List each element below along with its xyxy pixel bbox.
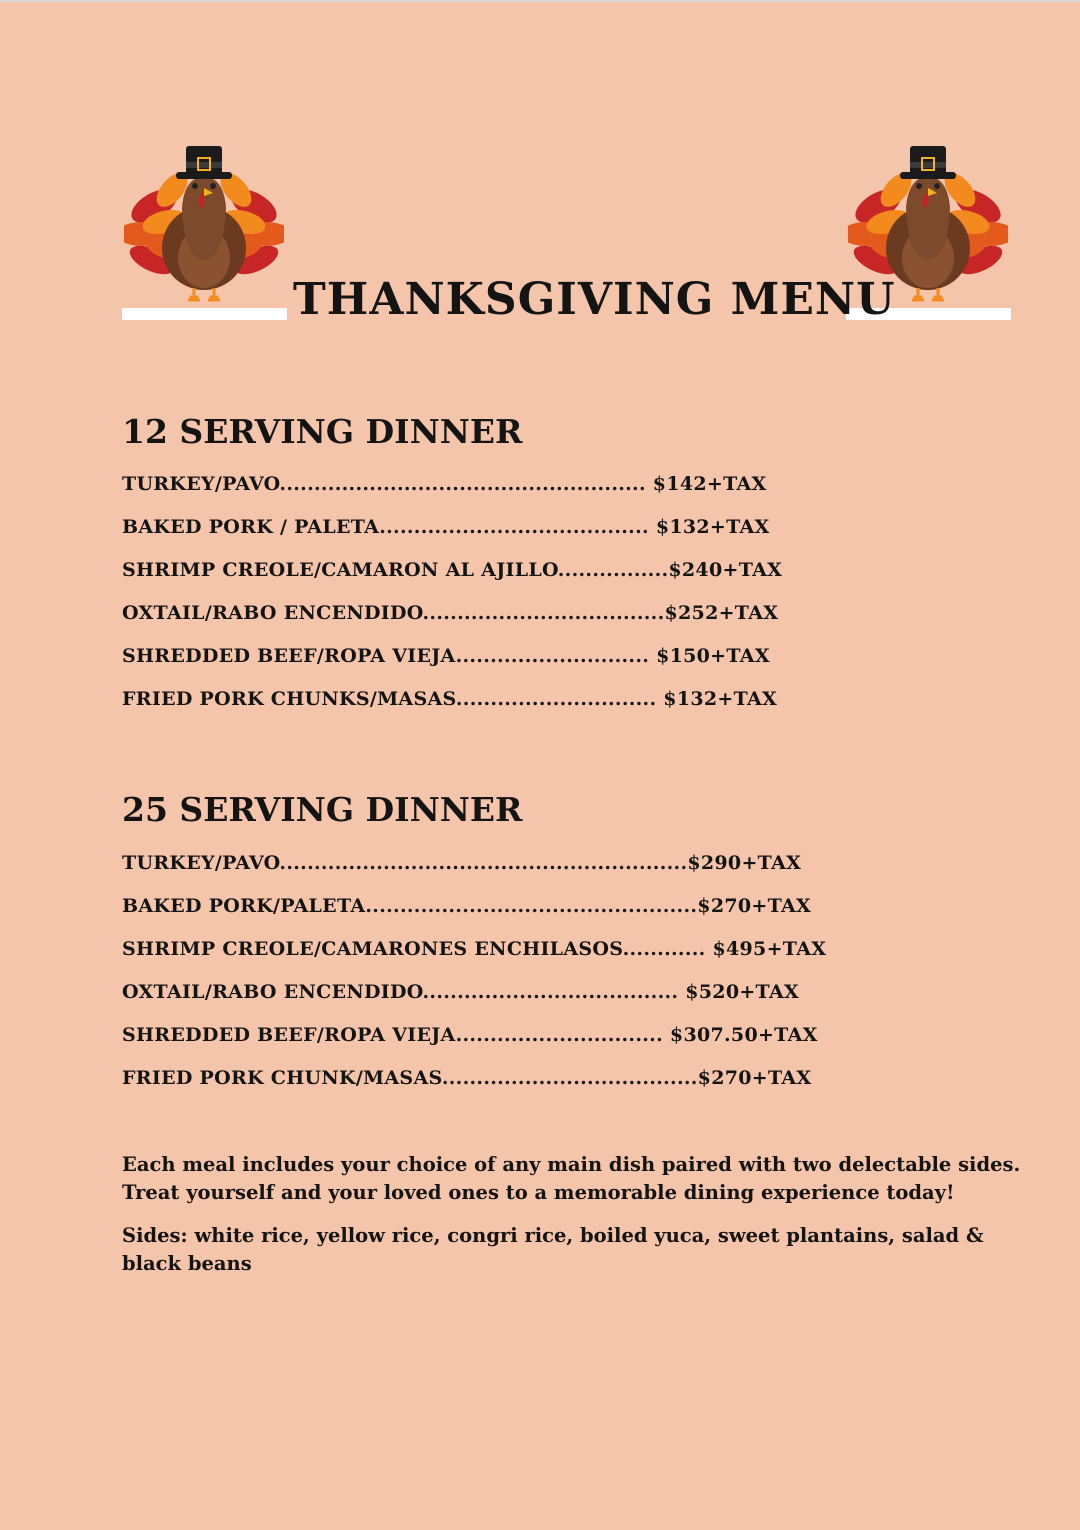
menu-item: TURKEY/PAVO..................................................... $142+TAX — [122, 473, 767, 495]
menu-item: FRIED PORK CHUNKS/MASAS............................. $132+TAX — [122, 688, 778, 710]
menu-list-25-serving — [122, 852, 826, 1110]
menu-item: OXTAIL/RABO ENCENDIDO..................................... $520+TAX — [122, 981, 800, 1003]
menu-item: BAKED PORK/PALETA................................................$270+TAX — [122, 895, 812, 917]
menu-item: SHREDDED BEEF/ROPA VIEJA.............................. $307.50+TAX — [122, 1024, 818, 1046]
sides-list: Sides: white rice, yellow rice, congri rice, boiled yuca, sweet plantains, salad & black beans — [122, 1224, 984, 1275]
menu-list-12-serving — [122, 473, 782, 731]
menu-item: FRIED PORK CHUNK/MASAS.....................................$270+TAX — [122, 1067, 812, 1089]
menu-item: SHRIMP CREOLE/CAMARON AL AJILLO................$240+TAX — [122, 559, 783, 581]
title-underline-left — [122, 308, 287, 320]
menu-item: SHRIMP CREOLE/CAMARONES ENCHILASOS............ $495+TAX — [122, 938, 827, 960]
menu-item: BAKED PORK / PALETA....................................... $132+TAX — [122, 516, 770, 538]
menu-item: SHREDDED BEEF/ROPA VIEJA............................ $150+TAX — [122, 645, 770, 667]
turkey-icon — [124, 138, 284, 303]
page-top-edge — [0, 0, 1080, 2]
page-title: THANKSGIVING MENU — [293, 274, 896, 325]
menu-item: OXTAIL/RABO ENCENDIDO...................................$252+TAX — [122, 602, 779, 624]
section-heading-25-serving: 25 SERVING DINNER — [122, 790, 523, 829]
section-heading-12-serving: 12 SERVING DINNER — [122, 412, 523, 451]
menu-item: TURKEY/PAVO...........................................................$290+TAX — [122, 852, 802, 874]
meal-description: Each meal includes your choice of any main dish paired with two delectable sides. Treat yourself and your loved ones to a memorable dining experience today! — [122, 1153, 1021, 1204]
